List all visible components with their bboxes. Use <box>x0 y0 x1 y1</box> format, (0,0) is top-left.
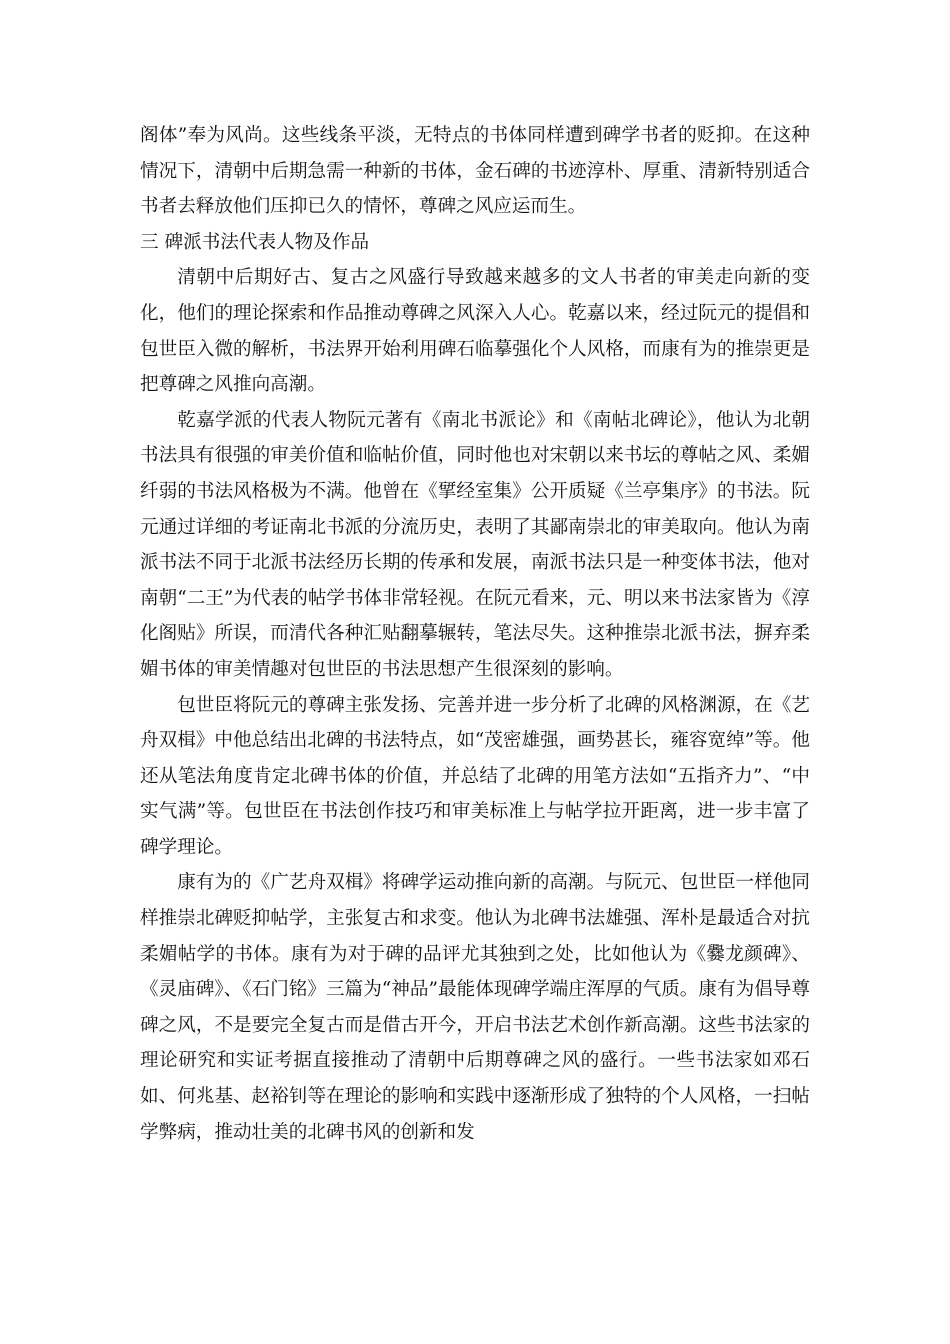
paragraph-kang-youwei: 康有为的《广艺舟双楫》将碑学运动推向新的高潮。与阮元、包世臣一样他同样推崇北碑贬抑帖学，主张复古和求变。他认为北碑书法雄强、浑朴是最适合对抗柔媚帖学的书体。康有为对于碑的品评尤其独到之处，比如他认为《爨龙颜碑》、《灵庙碑》、《石门铭》三篇为“神品”最能体现碑学端庄浑厚的气质。康有为倡导尊碑之风，不是要完全复古而是借古开今，开启书法艺术创作新高潮。这些书法家的理论研究和实证考据直接推动了清朝中后期尊碑之风的盛行。一些书法家如邓石如、何兆基、赵裕钊等在理论的影响和实践中逐渐形成了独特的个人风格，一扫帖学弊病，推动壮美的北碑书风的创新和发 <box>140 872 810 1143</box>
paragraph-intro: 清朝中后期好古、复古之风盛行导致越来越多的文人书者的审美走向新的变化，他们的理论探索和作品推动尊碑之风深入人心。乾嘉以来，经过阮元的提倡和包世臣入微的解析，书法界开始利用碑石临摹强化个人风格，而康有为的推崇更是把尊碑之风推向高潮。 <box>140 267 810 396</box>
document-body <box>140 118 810 1150</box>
paragraph-ruan-yuan: 乾嘉学派的代表人物阮元著有《南北书派论》和《南帖北碑论》，他认为北朝书法具有很强的审美价值和临帖价值，同时他也对宋朝以来书坛的尊帖之风、柔媚纤弱的书法风格极为不满。他曾在《揅经室集》公开质疑《兰亭集序》的书法。阮元通过详细的考证南北书派的分流历史，表明了其鄙南崇北的审美取向。他认为南派书法不同于北派书法经历长期的传承和发展，南派书法只是一种变体书法，他对南朝“二王”为代表的帖学书体非常轻视。在阮元看来，元、明以来书法家皆为《淳化阁贴》所误，而清代各种汇贴翻摹辗转，笔法尽失。这种推崇北派书法，摒弃柔媚书体的审美情趣对包世臣的书法思想产生很深刻的影响。 <box>140 409 810 680</box>
paragraph-continued: 阁体”奉为风尚。这些线条平淡，无特点的书体同样遭到碑学书者的贬抑。在这种情况下，清朝中后期急需一种新的书体，金石碑的书迹淳朴、厚重、清新特别适合书者去释放他们压抑已久的情怀，尊碑之风应运而生。 <box>140 125 810 218</box>
paragraph-bao-shichen: 包世臣将阮元的尊碑主张发扬、完善并进一步分析了北碑的风格渊源，在《艺舟双楫》中他总结出北碑的书法特点，如“茂密雄强，画势甚长，雍容宽绰”等。他还从笔法角度肯定北碑书体的价值，并总结了北碑的用笔方法如“五指齐力”、“中实气满”等。包世臣在书法创作技巧和审美标准上与帖学拉开距离，进一步丰富了碑学理论。 <box>140 694 810 858</box>
section-heading: 三 碑派书法代表人物及作品 <box>140 231 370 253</box>
